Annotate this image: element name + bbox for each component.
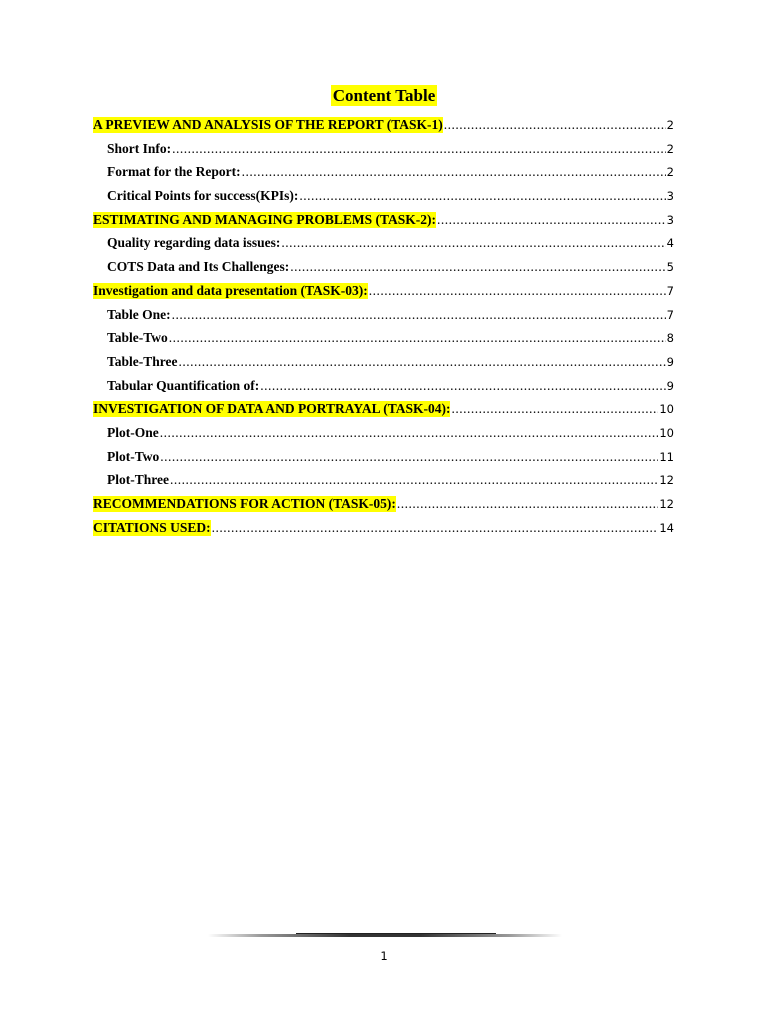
toc-leader-dots bbox=[397, 496, 658, 512]
toc-leader-dots bbox=[179, 354, 666, 370]
toc-entry-label: A PREVIEW AND ANALYSIS OF THE REPORT (TASK-1) bbox=[93, 117, 443, 132]
toc-entry-page: 9 bbox=[666, 354, 674, 369]
toc-entry-label: Table-Three bbox=[107, 353, 178, 369]
toc-entry-label: Plot-One bbox=[107, 424, 159, 440]
toc-entry-label: Short Info: bbox=[107, 140, 172, 156]
toc-entry[interactable] bbox=[93, 141, 674, 165]
toc-leader-dots bbox=[160, 425, 659, 441]
toc-entry-label: Plot-Three bbox=[107, 472, 169, 488]
toc-entry-label: Format for the Report: bbox=[107, 164, 241, 180]
toc-entry[interactable] bbox=[93, 307, 674, 331]
toc-entry-label: Investigation and data presentation (TASK-03): bbox=[93, 282, 368, 298]
toc-entry[interactable] bbox=[93, 496, 674, 520]
toc-entry-page: 7 bbox=[666, 283, 674, 298]
toc-leader-dots bbox=[160, 449, 658, 465]
toc-entry-label: ESTIMATING AND MANAGING PROBLEMS (TASK-2): bbox=[93, 211, 437, 227]
toc-entry-page: 12 bbox=[659, 497, 674, 511]
toc-entry-page: 7 bbox=[666, 307, 674, 322]
toc-entry[interactable] bbox=[93, 235, 674, 259]
toc-entry-label: Critical Points for success(KPIs): bbox=[107, 188, 299, 204]
toc-leader-dots bbox=[281, 235, 665, 251]
toc-title bbox=[0, 86, 768, 106]
toc-entry[interactable] bbox=[93, 330, 674, 354]
toc-entry-page: 2 bbox=[666, 165, 674, 180]
toc-entry-page: 2 bbox=[666, 118, 674, 132]
toc-leader-dots bbox=[212, 520, 659, 536]
toc-entry[interactable] bbox=[93, 117, 674, 141]
toc-leader-dots bbox=[290, 259, 665, 275]
toc-entry-label: Plot-Two bbox=[107, 448, 160, 464]
toc-leader-dots bbox=[172, 141, 666, 157]
toc-entry-page: 4 bbox=[666, 236, 674, 251]
toc-title-text: Content Table bbox=[332, 86, 436, 105]
toc-entry[interactable] bbox=[93, 354, 674, 378]
footer-divider-accent bbox=[296, 933, 496, 934]
toc-entry-page: 8 bbox=[666, 331, 674, 346]
toc-leader-dots bbox=[299, 188, 665, 204]
toc-leader-dots bbox=[451, 401, 658, 417]
toc-entry[interactable] bbox=[93, 425, 674, 449]
toc-entry-label: RECOMMENDATIONS FOR ACTION (TASK-05): bbox=[93, 496, 396, 511]
toc-entry-label: Quality regarding data issues: bbox=[107, 235, 281, 251]
footer-divider bbox=[208, 934, 562, 937]
table-of-contents bbox=[93, 117, 674, 543]
page-number: 1 bbox=[380, 949, 388, 963]
toc-entry-label: Table One: bbox=[107, 306, 171, 322]
toc-entry[interactable] bbox=[93, 472, 674, 496]
toc-leader-dots bbox=[170, 472, 658, 488]
toc-entry[interactable] bbox=[93, 378, 674, 402]
toc-leader-dots bbox=[169, 330, 666, 346]
toc-entry[interactable] bbox=[93, 401, 674, 425]
toc-entry[interactable] bbox=[93, 449, 674, 473]
toc-entry-label: COTS Data and Its Challenges: bbox=[107, 259, 290, 275]
toc-entry-page: 2 bbox=[666, 141, 674, 156]
toc-entry-page: 5 bbox=[666, 260, 674, 275]
toc-leader-dots bbox=[437, 212, 666, 228]
toc-entry-label: INVESTIGATION OF DATA AND PORTRAYAL (TASK-04): bbox=[93, 401, 451, 417]
toc-entry-page: 10 bbox=[659, 425, 674, 440]
toc-leader-dots bbox=[260, 378, 665, 394]
toc-leader-dots bbox=[172, 307, 666, 323]
toc-leader-dots bbox=[369, 283, 666, 299]
toc-entry-page: 10 bbox=[659, 402, 674, 417]
toc-entry-page: 14 bbox=[659, 520, 674, 535]
toc-entry[interactable] bbox=[93, 259, 674, 283]
toc-entry-page: 11 bbox=[659, 449, 674, 464]
toc-entry-page: 9 bbox=[666, 378, 674, 393]
toc-entry[interactable] bbox=[93, 520, 674, 544]
toc-entry-label: Table-Two bbox=[107, 330, 168, 346]
toc-entry[interactable] bbox=[93, 164, 674, 188]
toc-entry-page: 12 bbox=[659, 473, 674, 488]
toc-leader-dots bbox=[242, 164, 666, 180]
toc-entry[interactable] bbox=[93, 212, 674, 236]
toc-entry-page: 3 bbox=[666, 189, 674, 204]
toc-entry-page: 3 bbox=[666, 212, 674, 227]
toc-entry-label: Tabular Quantification of: bbox=[107, 377, 260, 393]
toc-entry-label: CITATIONS USED: bbox=[93, 519, 211, 535]
toc-leader-dots bbox=[444, 117, 666, 133]
toc-entry[interactable] bbox=[93, 188, 674, 212]
toc-entry[interactable] bbox=[93, 283, 674, 307]
